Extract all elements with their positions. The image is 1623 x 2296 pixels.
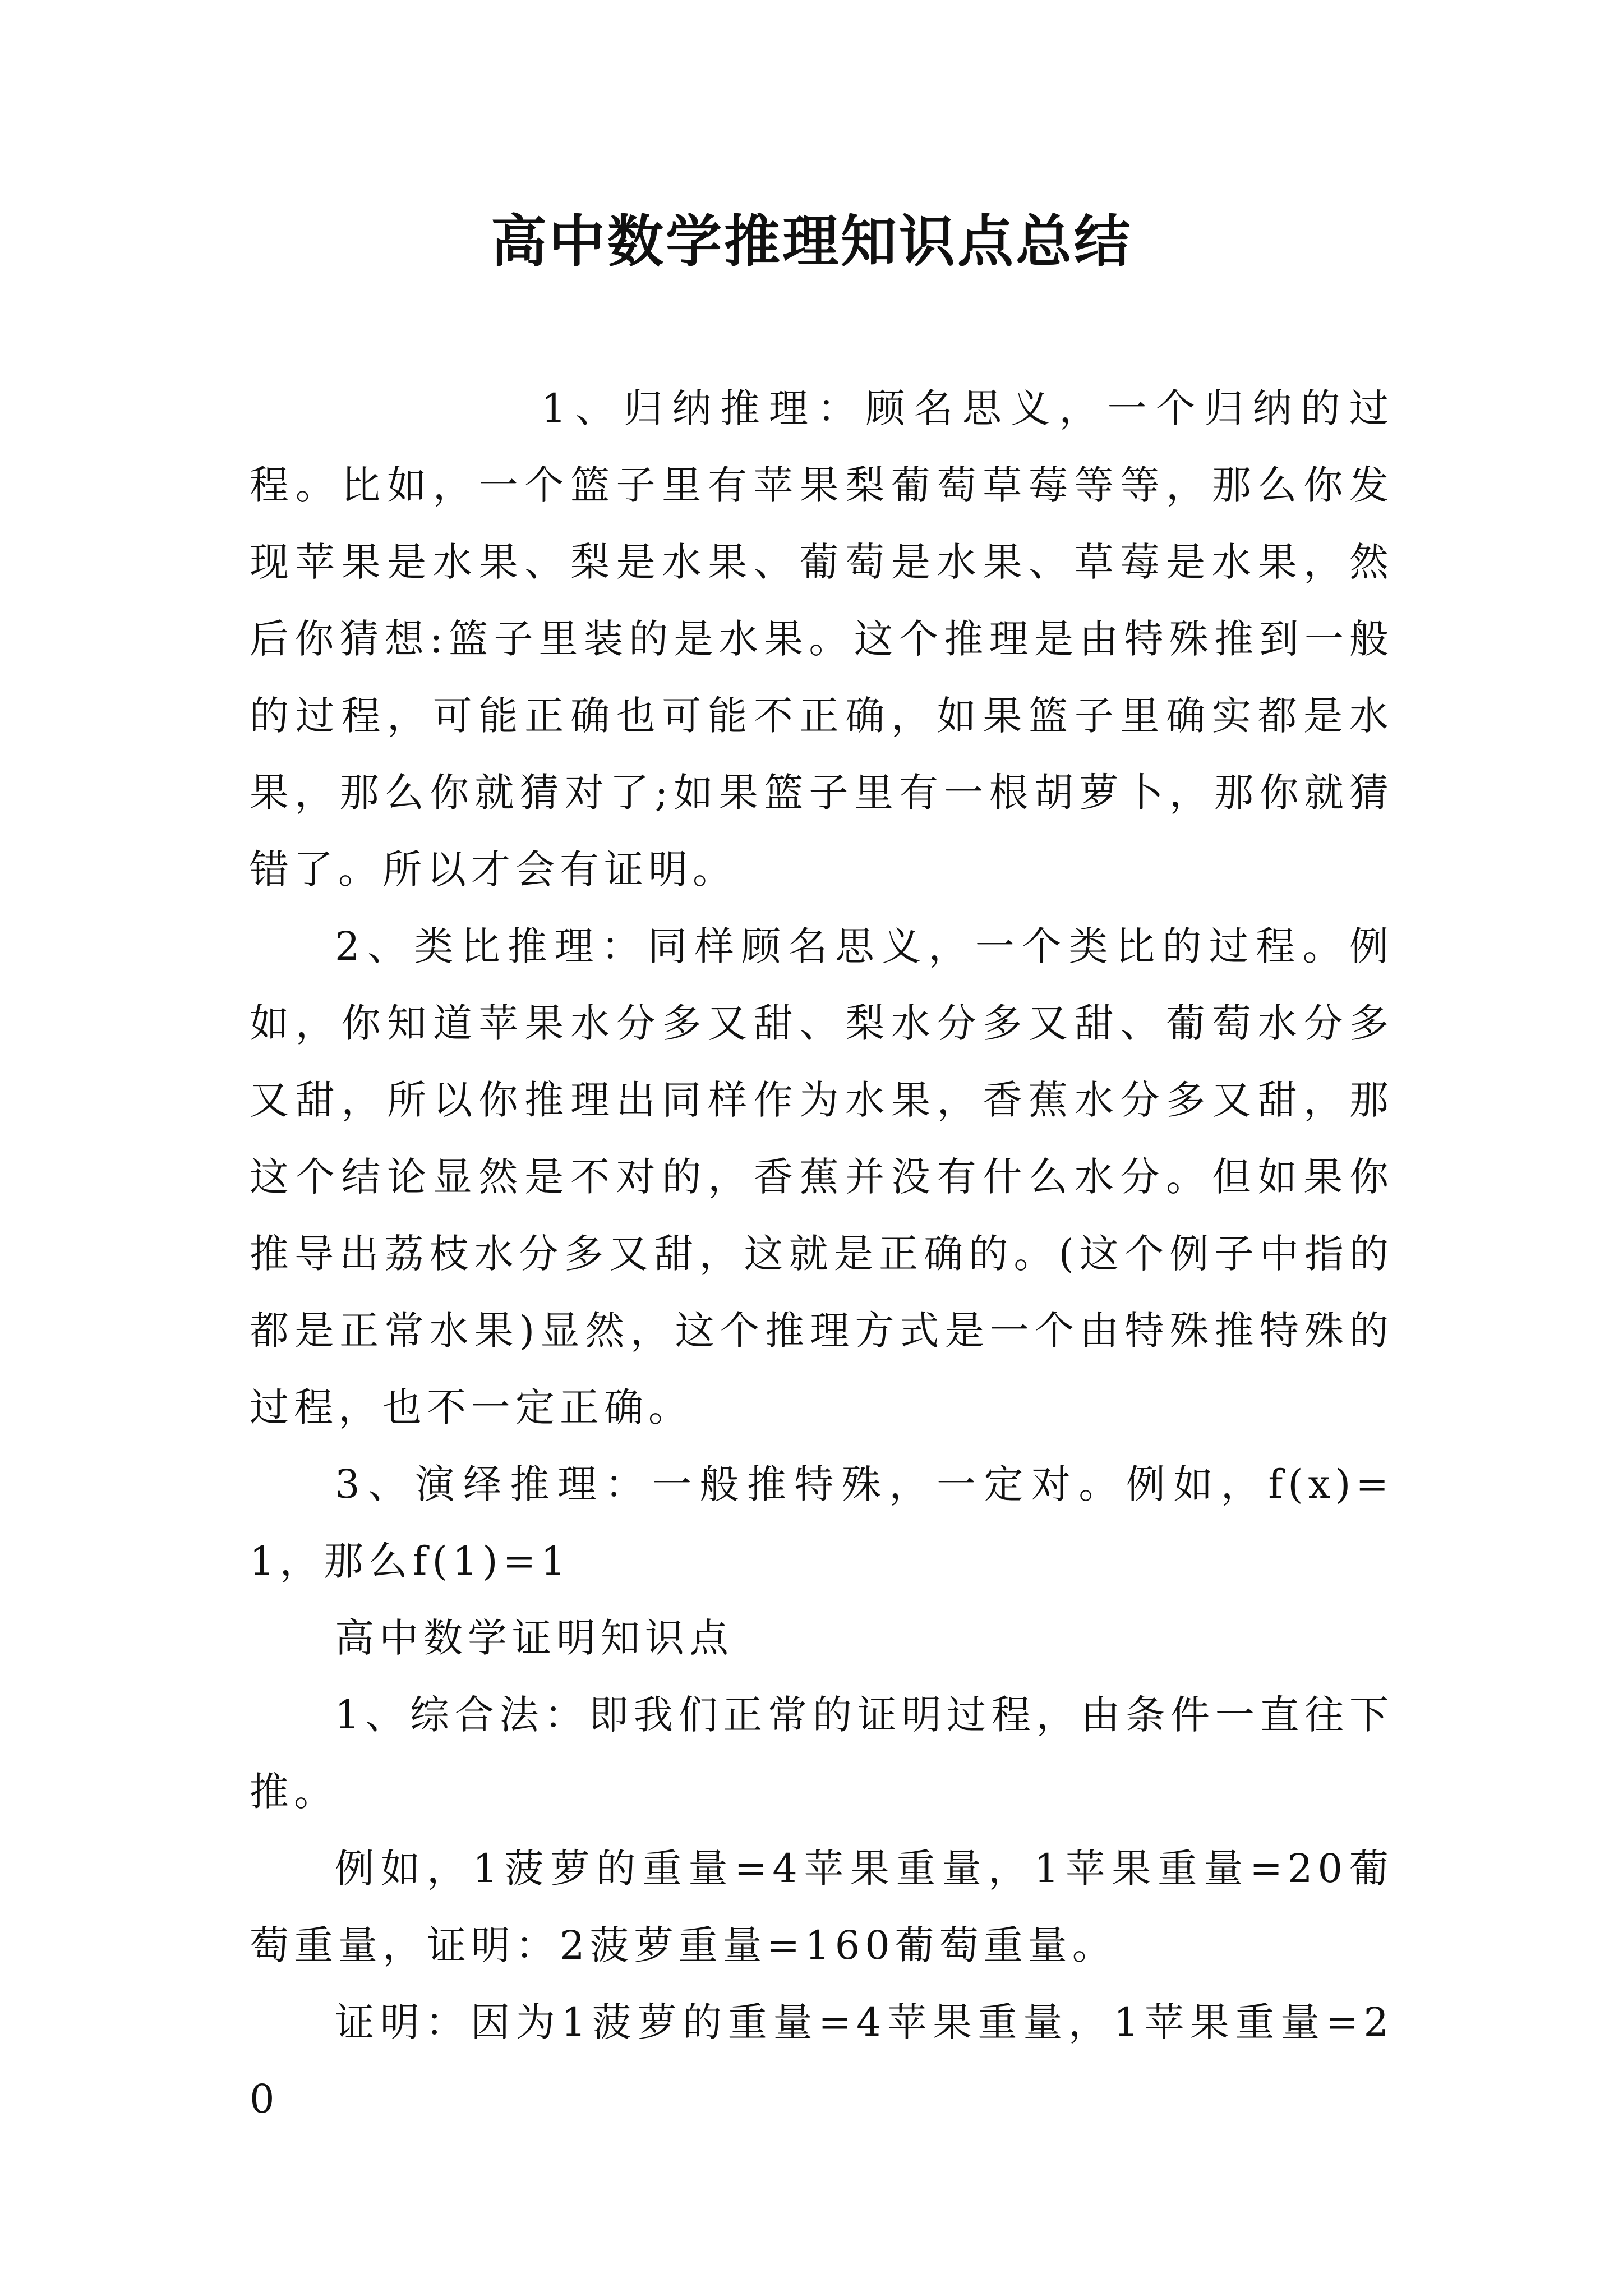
document-title: 高中数学推理知识点总结 bbox=[491, 208, 1132, 274]
paragraph-proof: 证明：因为1菠萝的重量=4苹果重量，1苹果重量=20 bbox=[250, 1999, 1394, 2122]
paragraph-analogical-reasoning: 2、类比推理：同样顾名思义，一个类比的过程。例如，你知道苹果水分多又甜、梨水分多又甜、葡萄水分多又甜，所以你推理出同样作为水果，香蕉水分多又甜，那这个结论显然是不对的，香蕉并没有什么水分。但如果你推导出荔枝水分多又甜，这就是正确的。(这个例子中指的都是正常水果)显然，这个推理方式是一个由特殊推特殊的过程，也不一定正确。 bbox=[250, 923, 1394, 1430]
section-heading-proof: 高中数学证明知识点 bbox=[335, 1615, 734, 1661]
paragraph-example: 例如，1菠萝的重量=4苹果重量，1苹果重量=20葡萄重量，证明：2菠萝重量=160葡萄重量。 bbox=[250, 1846, 1394, 1968]
document-body bbox=[250, 370, 1394, 2138]
paragraph-synthesis-method: 1、综合法：即我们正常的证明过程，由条件一直往下推。 bbox=[250, 1692, 1394, 1815]
paragraph-inductive-reasoning: 1、归纳推理：顾名思义，一个归纳的过程。比如，一个篮子里有苹果梨葡萄草莓等等，那么你发现苹果是水果、梨是水果、葡萄是水果、草莓是水果，然后你猜想:篮子里装的是水果。这个推理是由特殊推到一般的过程，可能正确也可能不正确，如果篮子里确实都是水果，那么你就猜对了;如果篮子里有一根胡萝卜，那你就猜错了。所以才会有证明。 bbox=[250, 385, 1394, 892]
paragraph-deductive-reasoning: 3、演绎推理：一般推特殊，一定对。例如，f(x)=1，那么f(1)=1 bbox=[250, 1461, 1394, 1584]
